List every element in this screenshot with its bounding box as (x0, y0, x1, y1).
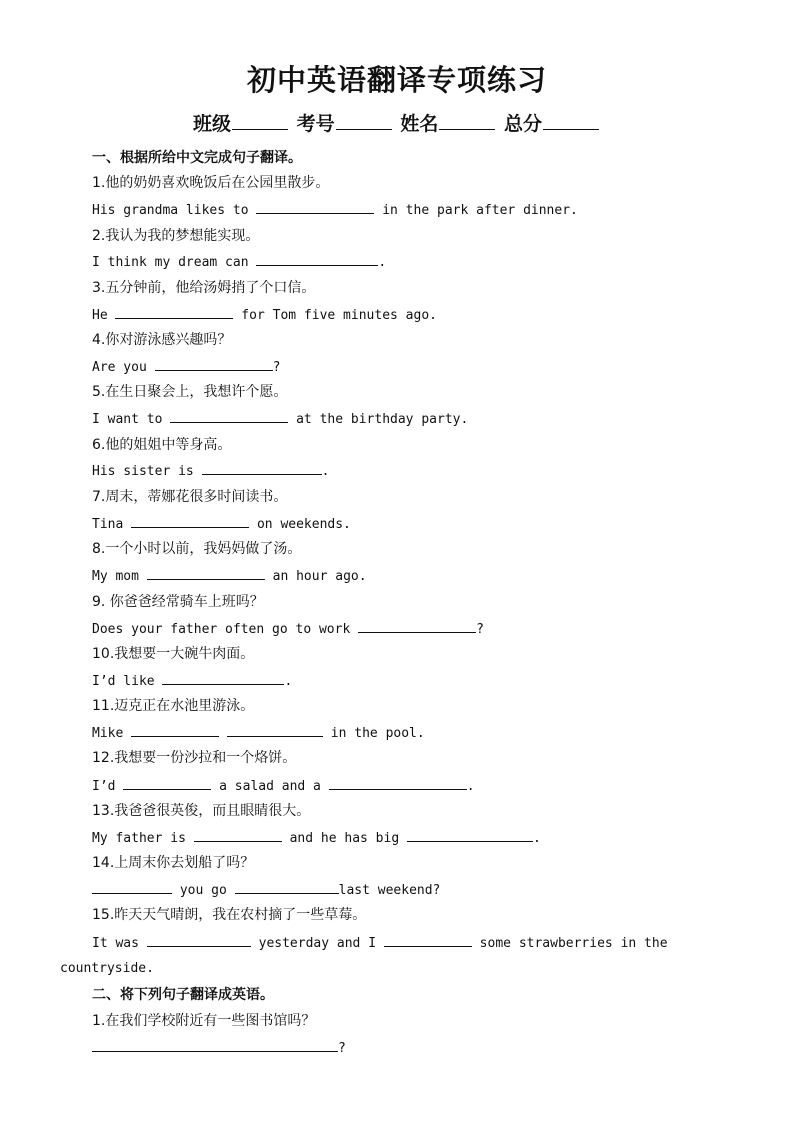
answer-blank[interactable] (131, 723, 219, 737)
text-segment: I’d (92, 779, 124, 794)
question-6-chinese: 6.他的姐姐中等身高。 (92, 437, 232, 453)
answer-blank[interactable] (123, 776, 211, 790)
question-9-english (92, 619, 484, 640)
question-7-english (92, 514, 351, 535)
question-1-chinese: 1.他的奶奶喜欢晚饭后在公园里散步。 (92, 175, 330, 191)
answer-blank[interactable] (256, 200, 374, 214)
text-segment: at the birthday party. (288, 412, 469, 427)
text-segment: It was (92, 936, 147, 951)
class-label: 班级 (193, 113, 232, 135)
text-segment: and he has big (281, 831, 407, 846)
answer-blank[interactable] (407, 828, 533, 842)
question-15-english-continued: countryside. (60, 961, 154, 976)
text-segment: last weekend? (338, 883, 441, 898)
text-segment: . (466, 779, 475, 794)
question-4-english (92, 357, 280, 378)
section2-question-1-chinese: 1.在我们学校附近有一些图书馆吗？ (92, 1013, 316, 1029)
question-1-english (92, 200, 578, 221)
question-7-chinese: 7.周末，蒂娜花很多时间读书。 (92, 489, 288, 505)
number-blank[interactable] (336, 111, 392, 130)
text-segment: Mike (92, 726, 132, 741)
text-segment: . (284, 674, 293, 689)
answer-blank[interactable] (155, 357, 273, 371)
text-segment: . (378, 255, 387, 270)
question-4-chinese: 4.你对游泳感兴趣吗？ (92, 332, 232, 348)
text-segment: I’d like (92, 674, 163, 689)
page-title: 初中英语翻译专项练习 (246, 63, 547, 97)
text-segment: on weekends. (249, 517, 351, 532)
answer-blank[interactable] (358, 619, 476, 633)
question-3-chinese: 3.五分钟前，他给汤姆捎了个口信。 (92, 280, 316, 296)
question-6-english (92, 461, 329, 482)
answer-blank[interactable] (115, 305, 233, 319)
question-8-english (92, 566, 367, 587)
name-label: 姓名 (400, 113, 439, 135)
question-9-chinese: 9. 你爸爸经常骑车上班吗？ (92, 594, 264, 610)
question-10-chinese: 10.我想要一大碗牛肉面。 (92, 646, 255, 662)
text-segment: Are you (92, 360, 155, 375)
text-segment: ? (272, 360, 281, 375)
text-segment: . (532, 831, 541, 846)
text-segment: in the park after dinner. (374, 203, 578, 218)
question-12-english (92, 776, 475, 797)
text-segment: yesterday and I (250, 936, 384, 951)
score-label: 总分 (503, 113, 542, 135)
question-14-english (92, 880, 440, 901)
score-blank[interactable] (543, 111, 599, 130)
text-segment: ? (338, 1041, 346, 1056)
question-10-english (92, 671, 292, 692)
text-segment: His sister is (92, 464, 202, 479)
answer-blank[interactable] (227, 723, 323, 737)
text-segment: for Tom five minutes ago. (233, 308, 437, 323)
text-segment: Does your father often go to work (92, 622, 359, 637)
answer-blank[interactable] (162, 671, 284, 685)
answer-blank[interactable] (170, 409, 288, 423)
text-segment: I think my dream can (92, 255, 257, 270)
text-segment: My father is (92, 831, 194, 846)
text-segment: in the pool. (322, 726, 425, 741)
answer-blank[interactable] (256, 252, 378, 266)
answer-blank[interactable] (147, 566, 265, 580)
question-5-english (92, 409, 468, 430)
question-2-english (92, 252, 386, 273)
answer-blank[interactable] (194, 828, 282, 842)
section-heading-2: 二、将下列句子翻译成英语。 (92, 987, 274, 1003)
text-segment: you go (172, 883, 235, 898)
class-blank[interactable] (232, 111, 288, 130)
question-15-english (92, 933, 668, 954)
question-11-chinese: 11.迈克正在水池里游泳。 (92, 698, 255, 714)
text-segment: some strawberries in the (471, 936, 668, 951)
question-3-english (92, 305, 437, 326)
question-14-chinese: 14.上周末你去划船了吗？ (92, 855, 255, 871)
question-11-english (92, 723, 425, 744)
text-segment: an hour ago. (264, 569, 367, 584)
question-8-chinese: 8.一个小时以前，我妈妈做了汤。 (92, 541, 302, 557)
number-label: 考号 (296, 113, 335, 135)
text-segment: My mom (92, 569, 147, 584)
question-5-chinese: 5.在生日聚会上，我想许个愿。 (92, 384, 288, 400)
answer-blank[interactable] (147, 933, 251, 947)
text-segment: He (92, 308, 116, 323)
text-segment: Tina (92, 517, 132, 532)
answer-blank[interactable] (329, 776, 467, 790)
answer-blank[interactable] (202, 461, 322, 475)
text-segment: . (321, 464, 330, 479)
text-segment (219, 726, 227, 741)
question-13-english (92, 828, 541, 849)
text-segment: His grandma likes to (92, 203, 257, 218)
question-2-chinese: 2.我认为我的梦想能实现。 (92, 228, 260, 244)
section2-question-1-english (92, 1038, 346, 1059)
section-heading-1: 一、根据所给中文完成句子翻译。 (92, 150, 302, 166)
answer-blank[interactable] (131, 514, 249, 528)
answer-blank[interactable] (384, 933, 472, 947)
text-segment: I want to (92, 412, 171, 427)
text-segment: ? (476, 622, 484, 637)
question-15-chinese: 15.昨天天气晴朗，我在农村摘了一些草莓。 (92, 907, 367, 923)
text-segment: a salad and a (211, 779, 329, 794)
question-12-chinese: 12.我想要一份沙拉和一个烙饼。 (92, 750, 297, 766)
name-blank[interactable] (439, 111, 495, 130)
answer-blank[interactable] (92, 880, 172, 894)
question-13-chinese: 13.我爸爸很英俊，而且眼睛很大。 (92, 803, 311, 819)
answer-blank[interactable] (235, 880, 339, 894)
answer-blank[interactable] (92, 1038, 338, 1052)
student-info-line (0, 110, 794, 138)
